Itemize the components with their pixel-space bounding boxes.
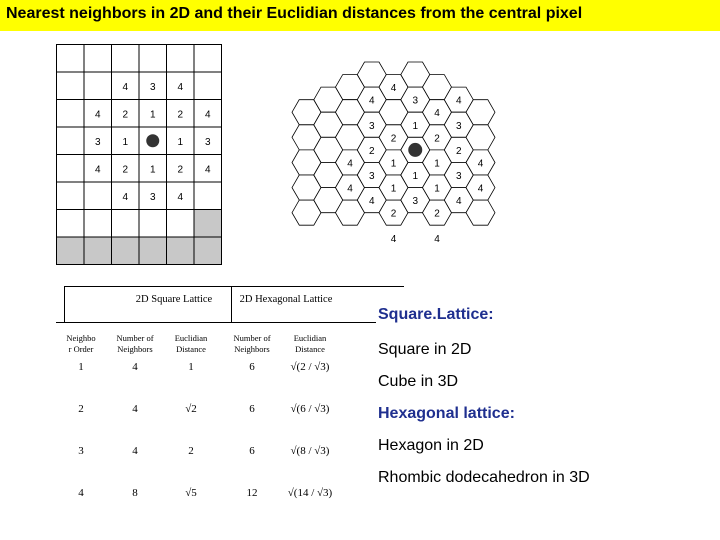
square-cell-label: 1 (149, 109, 156, 121)
square-cell-label: 1 (149, 164, 156, 176)
square-cell-label: 3 (149, 81, 156, 93)
hex-cell-label: 4 (368, 196, 375, 208)
square-center-pixel (146, 134, 159, 147)
page-title: Nearest neighbors in 2D and their Euclidian distances from the central pixel (6, 5, 583, 22)
square-cell-label: 3 (94, 136, 101, 148)
hexagonal-lattice-label: 2D Hexagonal Lattice (239, 294, 333, 305)
header-hex-distance-1: Euclidian (293, 333, 327, 343)
square-lattice-heading: Square.Lattice: (378, 306, 494, 323)
square-cell (167, 45, 195, 73)
square-cell-label: 2 (177, 164, 184, 176)
square-cell-label: 4 (122, 191, 129, 203)
hex-cell-label: 4 (477, 158, 484, 170)
hex-cell-label: 1 (412, 120, 419, 132)
square-cell-label: 4 (204, 109, 211, 121)
square-cell (112, 45, 140, 73)
table-cell-sq-dist: 2 (188, 445, 194, 457)
square-cell (194, 237, 222, 265)
square-cell (167, 210, 195, 238)
table-cell-sq-dist: √5 (185, 487, 197, 499)
square-cell (194, 45, 222, 73)
square-cell-label: 2 (122, 109, 129, 121)
square-cell (57, 72, 85, 100)
hex-cell-label: 4 (390, 233, 397, 245)
square-cell (167, 237, 195, 265)
hex-cell-label: 3 (455, 171, 462, 183)
square-cell (84, 210, 112, 238)
square-cell (57, 45, 85, 73)
table-cell-order: 3 (78, 445, 84, 457)
hex-cell-label: 4 (434, 108, 440, 120)
square-cell-label: 4 (122, 81, 129, 93)
square-cell (112, 210, 140, 238)
hexagonal-lattice-grid (290, 60, 502, 245)
header-neighbor-order-2: r Order (68, 344, 94, 354)
square-cell-label: 2 (177, 109, 184, 121)
square-cell (84, 182, 112, 210)
square-cell (84, 45, 112, 73)
hex-cell-label: 1 (390, 158, 397, 170)
square-cell (57, 155, 85, 183)
square-in-2d: Square in 2D (378, 341, 472, 358)
hex-cell-label: 4 (368, 95, 375, 107)
square-lattice-label: 2D Square Lattice (135, 294, 213, 305)
hex-cell-label: 3 (368, 120, 375, 132)
square-cell-label: 4 (177, 191, 184, 203)
table-cell-sq-dist: 1 (188, 361, 194, 373)
table-cell-sq-num: 8 (132, 487, 138, 499)
header-hex-number-2: Neighbors (234, 344, 270, 354)
square-cell-label: 4 (177, 81, 184, 93)
square-cell-label: 3 (149, 191, 156, 203)
table-cell-order: 4 (78, 487, 84, 499)
hex-cell-label: 2 (390, 133, 397, 145)
square-cell-label: 4 (94, 109, 101, 121)
table-cell-hex-dist: √(14 / √3) (287, 487, 333, 499)
title-bar (0, 0, 720, 31)
square-cell (194, 72, 222, 100)
rhombic-dodecahedron-in-3d: Rhombic dodecahedron in 3D (378, 469, 590, 486)
hex-cell-label: 4 (347, 183, 353, 195)
hex-cell-label: 2 (390, 208, 397, 220)
table-cell-order: 2 (78, 403, 84, 415)
hex-cell-label: 4 (477, 183, 484, 195)
table-cell-hex-num: 6 (249, 403, 255, 415)
table-cell-sq-dist: √2 (185, 403, 197, 415)
table-cell-hex-num: 6 (249, 361, 255, 373)
hex-cell-label: 4 (455, 196, 462, 208)
table-cell-sq-num: 4 (132, 445, 138, 457)
hex-cell-label: 4 (390, 83, 397, 95)
hex-cell-label: 3 (368, 171, 375, 183)
header-sq-number-1: Number of (116, 333, 154, 343)
square-cell (139, 237, 167, 265)
table-cell-hex-num: 12 (246, 487, 258, 499)
table-cell-order: 1 (78, 361, 84, 373)
hex-center-pixel (408, 143, 422, 157)
header-neighbor-order-1: Neighbo (66, 333, 96, 343)
hexagonal-lattice-heading: Hexagonal lattice: (378, 405, 515, 422)
square-cell (57, 100, 85, 128)
hex-cell-label: 2 (434, 208, 440, 220)
square-cell (57, 237, 85, 265)
hex-cell-label: 1 (434, 183, 440, 195)
hex-cell-label: 3 (412, 196, 419, 208)
square-cell (57, 127, 85, 155)
square-cell-label: 3 (204, 136, 211, 148)
square-cell-label: 1 (122, 136, 129, 148)
table-cell-sq-num: 4 (132, 361, 138, 373)
header-sq-number-2: Neighbors (117, 344, 153, 354)
table-cell-hex-dist: √(8 / √3) (290, 445, 330, 457)
square-cell-label: 4 (94, 164, 101, 176)
hex-cell-label: 3 (412, 95, 419, 107)
header-hex-number-1: Number of (233, 333, 271, 343)
table-cell-hex-dist: √(6 / √3) (290, 403, 330, 415)
hex-cell-label: 1 (390, 183, 397, 195)
square-cell (139, 45, 167, 73)
square-cell (139, 210, 167, 238)
neighbor-distance-table (56, 286, 376, 540)
table-cell-hex-num: 6 (249, 445, 255, 457)
square-cell-label: 1 (177, 136, 184, 148)
square-cell (194, 210, 222, 238)
table-cell-hex-dist: √(2 / √3) (290, 361, 330, 373)
square-cell (194, 182, 222, 210)
hex-cell-label: 1 (434, 158, 440, 170)
hex-cell-label: 4 (434, 233, 440, 245)
square-cell (84, 237, 112, 265)
square-lattice-grid (56, 44, 222, 266)
header-sq-distance-1: Euclidian (174, 333, 208, 343)
hex-cell-label: 2 (455, 145, 462, 157)
hex-cell-label: 2 (368, 145, 375, 157)
hex-cell-label: 4 (455, 95, 462, 107)
cube-in-3d: Cube in 3D (378, 373, 459, 390)
hex-cell-label: 2 (434, 133, 440, 145)
table-cell-sq-num: 4 (132, 403, 138, 415)
square-cell (57, 182, 85, 210)
square-cell (57, 210, 85, 238)
square-cell-label: 2 (122, 164, 129, 176)
square-cell (112, 237, 140, 265)
hex-cell-label: 3 (455, 120, 462, 132)
hex-cell-label: 4 (347, 158, 353, 170)
header-sq-distance-2: Distance (176, 344, 206, 354)
square-cell (84, 72, 112, 100)
header-hex-distance-2: Distance (295, 344, 325, 354)
hexagon-in-2d: Hexagon in 2D (378, 437, 484, 454)
square-cell-label: 4 (204, 164, 211, 176)
hex-cell-label: 1 (412, 171, 419, 183)
